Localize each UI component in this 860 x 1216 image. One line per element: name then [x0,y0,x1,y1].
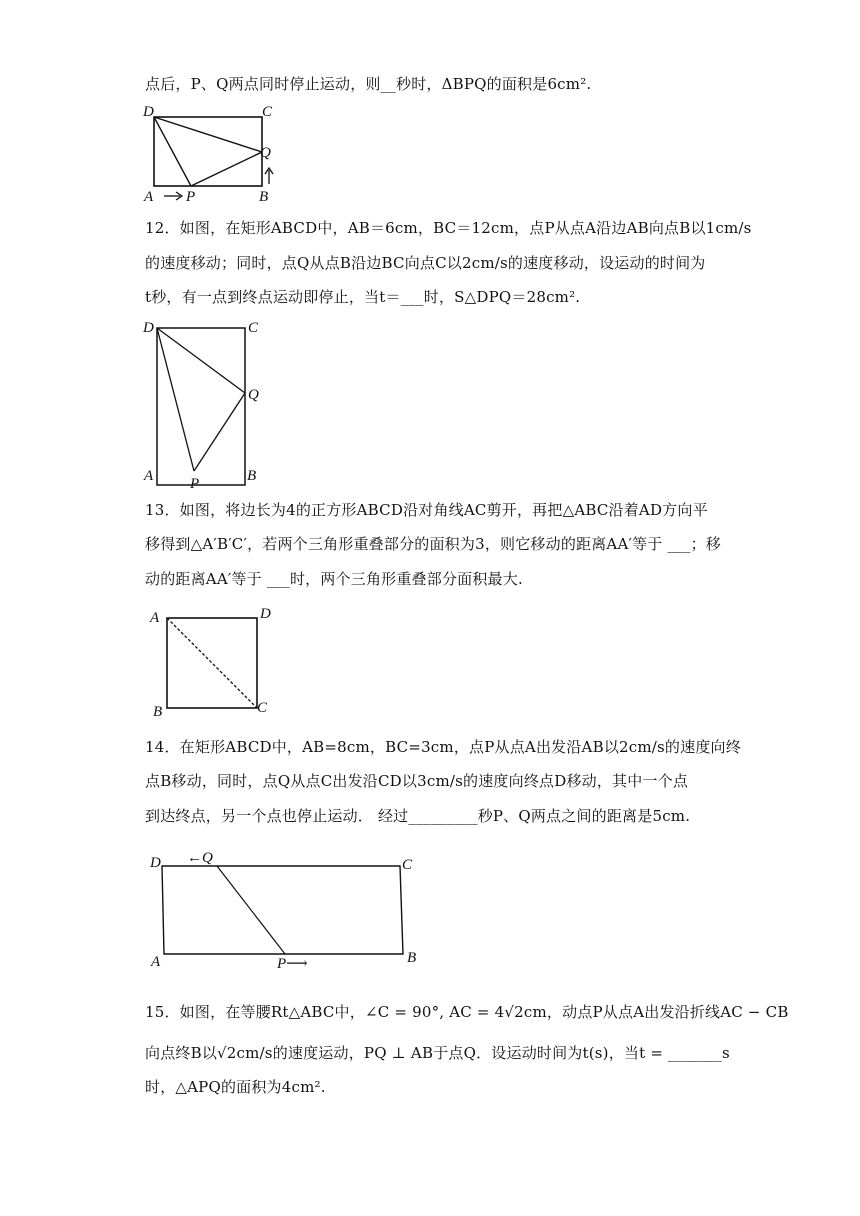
q13-label-D: D [260,606,271,622]
q14-text-line3: 到达终点，另一个点也停止运动． 经过_________秒P、Q两点之间的距离是5cm. [145,807,691,825]
q12-text-line3: t秒，有一点到终点运动即停止，当t＝___时，S△DPQ＝28cm². [145,288,581,306]
q11-label-A: A [144,189,154,205]
q15-text-line1: 15．如图，在等腰Rt△ABC中，∠C = 90°, AC = 4√2cm，动点P从点A出发沿折线AC − CB [145,1003,789,1021]
q14-text-line1: 14．在矩形ABCD中，AB=8cm，BC=3cm，点P从点A出发沿AB以2cm/s的速度向终 [145,738,741,756]
q12-text-line2: 的速度移动；同时，点Q从点B沿边BC向点C以2cm/s的速度移动，设运动的时间为 [145,254,706,272]
q14-label-B: B [407,950,417,966]
q14-figure [145,846,425,976]
q13-label-C: C [257,700,268,716]
q14-label-P: P⟶ [277,956,308,972]
q13-text-line3: 动的距离AA′等于 ___时，两个三角形重叠部分面积最大. [145,570,523,588]
q14-label-A: A [151,954,161,970]
q11-label-P: P [186,189,196,205]
q12-label-B: B [247,468,257,484]
q13-text-line1: 13．如图，将边长为4的正方形ABCD沿对角线AC剪开，再把△ABC沿着AD方向平 [145,501,708,519]
q14-text-line2: 点B移动，同时，点Q从点C出发沿CD以3cm/s的速度向终点D移动，其中一个点 [145,772,689,790]
q12-label-C: C [248,320,259,336]
q11-label-D: D [143,104,154,120]
q12-text-line1: 12．如图，在矩形ABCD中，AB＝6cm，BC＝12cm，点P从点A沿边AB向点B以1cm/s [145,219,752,237]
q11-label-B: B [259,189,269,205]
q12-label-P: P [190,476,200,492]
q11-label-Q: Q [260,145,271,161]
q12-label-D: D [143,320,154,336]
q12-label-A: A [144,468,154,484]
q13-label-B: B [153,704,163,720]
q14-label-Q: ←Q [187,850,213,866]
q13-figure [145,604,280,719]
q13-text-line2: 移得到△A′B′C′，若两个三角形重叠部分的面积为3，则它移动的距离AA′等于 ___；移 [145,535,721,553]
q11-label-C: C [262,104,273,120]
q14-label-C: C [402,857,413,873]
q15-text-line2: 向点终B以√2cm/s的速度运动，PQ ⊥ AB于点Q．设运动时间为t(s)，当t = _______s [145,1044,730,1062]
q11-figure [140,100,290,210]
q11-text-line1: 点后，P、Q两点同时停止运动，则__秒时，ΔBPQ的面积是6cm². [145,75,592,93]
q12-label-Q: Q [248,387,259,403]
q13-label-A: A [150,610,160,626]
q15-text-line3: 时，△APQ的面积为4cm². [145,1078,326,1096]
q14-label-D: D [150,855,161,871]
q12-figure [140,314,270,494]
